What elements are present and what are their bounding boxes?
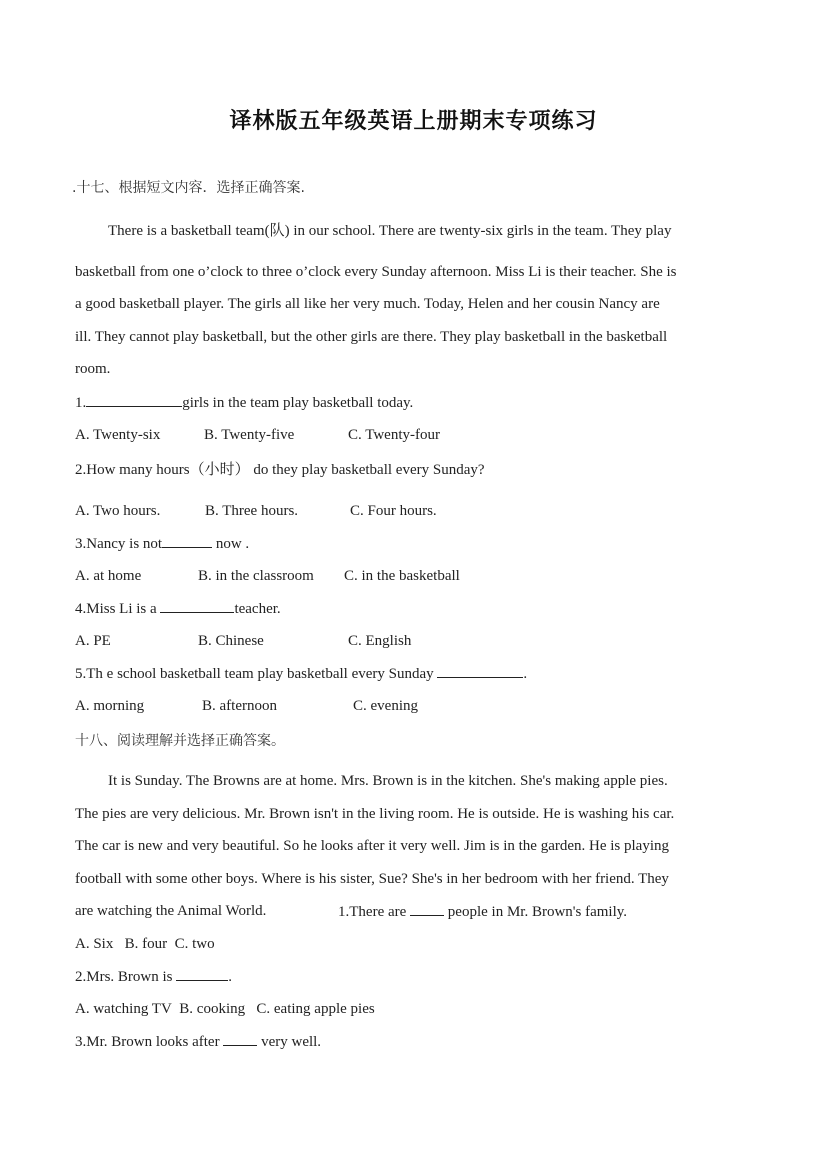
option-b[interactable]: B. four bbox=[124, 936, 168, 952]
passage-18-line-2: The pies are very delicious. Mr. Brown isn't in the living room. He is outside. He is washing his car. bbox=[75, 806, 675, 822]
passage-17-line-1: There is a basketball team(队) in our school. There are twenty-six girls in the team. They play bbox=[108, 223, 672, 239]
answer-blank[interactable] bbox=[86, 392, 182, 407]
option-b[interactable]: B. cooking bbox=[179, 1001, 246, 1017]
question-text: 1. bbox=[75, 395, 87, 411]
answer-blank[interactable] bbox=[410, 901, 444, 916]
question-text: 3.Mr. Brown looks after bbox=[75, 1034, 224, 1050]
question-17-5 bbox=[75, 663, 527, 684]
question-17-3 bbox=[75, 533, 249, 554]
answer-blank[interactable] bbox=[437, 663, 523, 678]
option-b[interactable]: B. Twenty-five bbox=[204, 427, 295, 443]
section-18-heading: 十八、阅读理解并选择正确答案。 bbox=[75, 733, 285, 749]
question-18-3 bbox=[75, 1031, 321, 1052]
question-text: girls in the team play basketball today. bbox=[182, 395, 414, 411]
passage-17-line-2: basketball from one o’clock to three o’clock every Sunday afternoon. Miss Li is their teacher. She is bbox=[75, 264, 677, 280]
question-text: people in Mr. Brown's family. bbox=[444, 904, 628, 920]
passage-18-line-5: are watching the Animal World. bbox=[75, 903, 267, 919]
option-a[interactable]: A. Six bbox=[75, 936, 114, 952]
page-title: 译林版五年级英语上册期末专项练习 bbox=[229, 109, 598, 134]
option-b[interactable]: B. Three hours. bbox=[205, 503, 299, 519]
question-17-1 bbox=[75, 392, 413, 413]
answer-blank[interactable] bbox=[223, 1031, 257, 1046]
options-18-1 bbox=[75, 934, 215, 954]
answer-blank[interactable] bbox=[176, 966, 228, 981]
question-text: 3.Nancy is not bbox=[75, 536, 163, 552]
question-text: teacher. bbox=[234, 601, 281, 617]
option-b[interactable]: B. in the classroom bbox=[198, 568, 314, 584]
option-b[interactable]: B. afternoon bbox=[202, 698, 277, 714]
answer-blank[interactable] bbox=[160, 598, 234, 613]
question-text: 1.There are bbox=[338, 904, 411, 920]
option-a[interactable]: A. Two hours. bbox=[75, 503, 161, 519]
passage-17-line-5: room. bbox=[75, 361, 111, 377]
passage-18-line-3: The car is new and very beautiful. So he looks after it very well. Jim is in the garden. He is playing bbox=[75, 838, 670, 854]
option-c[interactable]: C. English bbox=[348, 633, 412, 649]
question-18-1 bbox=[338, 901, 627, 922]
option-c[interactable]: C. Four hours. bbox=[350, 503, 437, 519]
question-17-4 bbox=[75, 598, 281, 619]
option-a[interactable]: A. Twenty-six bbox=[75, 427, 161, 443]
question-18-2 bbox=[75, 966, 232, 987]
options-18-2 bbox=[75, 999, 375, 1019]
option-c[interactable]: C. Twenty-four bbox=[348, 427, 440, 443]
question-text: now . bbox=[212, 536, 250, 552]
question-text: 5.Th e school basketball team play basketball every Sunday bbox=[75, 666, 438, 682]
question-text: very well. bbox=[257, 1034, 322, 1050]
option-a[interactable]: A. watching TV bbox=[75, 1001, 172, 1017]
passage-18-line-1: It is Sunday. The Browns are at home. Mrs. Brown is in the kitchen. She's making apple pies. bbox=[108, 773, 668, 789]
option-b[interactable]: B. Chinese bbox=[198, 633, 264, 649]
option-c[interactable]: C. eating apple pies bbox=[256, 1001, 375, 1017]
answer-blank[interactable] bbox=[162, 533, 212, 548]
passage-17-line-3: a good basketball player. The girls all like her very much. Today, Helen and her cousin Nancy are bbox=[75, 296, 660, 312]
option-c[interactable]: C. in the basketball bbox=[344, 568, 460, 584]
passage-17-line-4: ill. They cannot play basketball, but the other girls are there. They play basketball in the basketball bbox=[75, 329, 668, 345]
option-a[interactable]: A. morning bbox=[75, 698, 145, 714]
question-text: . bbox=[523, 666, 528, 682]
section-17-heading: .十七、根据短文内容．选择正确答案. bbox=[72, 180, 305, 196]
passage-18-line-4: football with some other boys. Where is his sister, Sue? She's in her bedroom with her friend. They bbox=[75, 871, 669, 887]
option-c[interactable]: C. two bbox=[174, 936, 215, 952]
option-a[interactable]: A. PE bbox=[75, 633, 111, 649]
question-17-2: 2.How many hours（小时） do they play basketball every Sunday? bbox=[75, 462, 485, 478]
option-a[interactable]: A. at home bbox=[75, 568, 142, 584]
question-text: . bbox=[228, 969, 233, 985]
question-text: 4.Miss Li is a bbox=[75, 601, 161, 617]
option-c[interactable]: C. evening bbox=[353, 698, 418, 714]
question-text: 2.Mrs. Brown is bbox=[75, 969, 177, 985]
